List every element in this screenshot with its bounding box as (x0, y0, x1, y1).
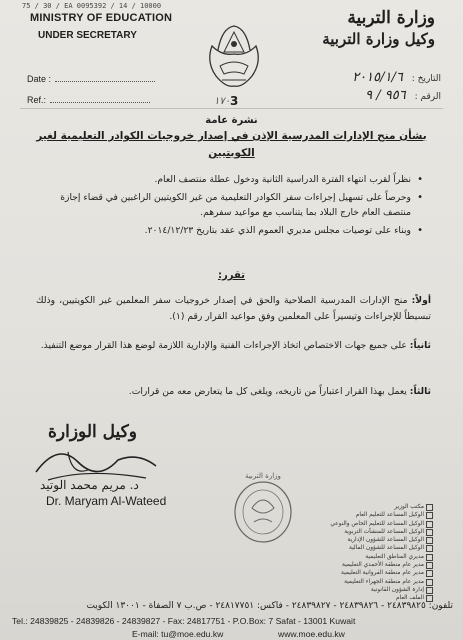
under-secretary-en: UNDER SECRETARY (38, 30, 137, 41)
signatory-name-en: Dr. Maryam Al-Wateed (46, 494, 167, 508)
cc-distribution-list (301, 503, 433, 603)
cc-item: مكتب الوزير (301, 503, 433, 511)
cc-item: مدير عام منطقة الفروانية التعليمية (301, 569, 433, 577)
signatory-name-ar: د. مريم محمد الوتيد (40, 478, 139, 492)
ref-value: ٩٥٦ / ٩ (365, 88, 406, 103)
article-2: ثانياً: على جميع جهات الاختصاص اتخاذ الإجراءات الفنية والإدارية اللازمة لوضع هذا القرار موضع التنفيذ. (40, 340, 431, 351)
preamble-item: • وحرصاً على تسهيل إجراءات سفر الكوادر التعليمية من غير الكويتيين الراغبين في قضاء إجازة منتصف العام خارج البلاد بما يتناسب مع مواعيد سفرهم. (40, 190, 423, 220)
official-seal (228, 468, 298, 548)
cc-item: مدير عام منطقة الأحمدي التعليمية (301, 561, 433, 569)
under-secretary-ar: وكيل وزارة التربية (322, 30, 435, 48)
kuwait-emblem-icon (202, 22, 266, 92)
ministry-name-ar: وزارة التربية (347, 8, 435, 28)
ref-field-ar: الرقم : ٩٥٦ / ٩ (365, 88, 441, 103)
subject-line: بشأن منح الإدارات المدرسية الإذن في إصدار خروجيات الكوادر التعليمية لغير الكويتيين (36, 130, 427, 159)
article-number: ثانياً: (409, 340, 431, 351)
circular-title: نشرة عامة (205, 115, 258, 126)
cc-item: مدير عام منطقة الجهراء التعليمية (301, 578, 433, 586)
ministry-name-en: MINISTRY OF EDUCATION (30, 12, 173, 24)
article-number: ثالثاً: (409, 386, 431, 397)
cc-item: الوكيل المساعد للتعليم الخاص والنوعي (301, 520, 433, 528)
cc-item: الوكيل المساعد للمنشآت التربوية (301, 528, 433, 536)
cc-item: مديري المناطق التعليمية (301, 553, 433, 561)
preamble-item: • نظراً لقرب انتهاء الفترة الدراسية الثانية ودخول عطلة منتصف العام. (40, 172, 423, 187)
footer-contact-en: Tel.: 24839825 - 24839826 - 24839827 - Fax: 24817751 - P.O.Box: 7 Safat - 13001 Kuwait (12, 616, 356, 626)
ref-field-en: Ref.: (27, 95, 150, 105)
footer-contact-ar: تلفون: ٢٤٨٣٩٨٢٥ - ٢٤٨٣٩٨٢٦ - ٢٤٨٣٩٨٢٧ - فاكس: ٢٤٨١٧٧٥١ - ص.ب ٧ الصفاة - ١٣٠٠١ الكويت (86, 601, 453, 611)
article-1: أولاً: منح الإدارات المدرسية الصلاحية والحق في إصدار خروجيات سفر المعلمين غير الكويتيين، وذلك تبسيطاً للإجراءات وتيسيراً على المعلمين وفق مواعيد القرار رقم (١). (36, 295, 431, 322)
seal-text: وزارة التربية (245, 472, 281, 480)
preamble-item: • وبناء على توصيات مجلس مديري العموم الذي عقد بتاريخ ٢٠١٤/١٢/٢٣. (40, 223, 423, 238)
footer-website: www.moe.edu.kw (278, 629, 345, 639)
decision-heading: تقرر: (218, 270, 245, 281)
date-value: ٢٠١٥/١/٦ (352, 70, 403, 85)
stamp-number: 3 (230, 94, 239, 108)
cc-item: الملف العام (301, 594, 433, 602)
cc-item: الوكيل المساعد للتعليم العام (301, 511, 433, 519)
signatory-title: وكيل الوزارة (48, 422, 137, 442)
footer-email: E-mail: tu@moe.edu.kw (132, 629, 224, 639)
article-3: ثالثاً: يعمل بهذا القرار اعتباراً من تاريخه، ويلغى كل ما يتعارض معه من قرارات. (128, 386, 431, 397)
document-reference-code: 75 / 30 / EA 0095392 / 14 / 10000 (22, 2, 162, 10)
article-number: أولاً: (411, 295, 431, 306)
cc-item: إدارة الشؤون القانونية (301, 586, 433, 594)
cc-item: الوكيل المساعد للشؤون المالية (301, 544, 433, 552)
date-field-ar: التاريخ : ٢٠١٥/١/٦ (352, 70, 441, 85)
date-field-en: Date : (27, 74, 155, 84)
handwritten-number: ١٧٠ (214, 96, 231, 107)
cc-item: الوكيل المساعد للشؤون الإدارية (301, 536, 433, 544)
preamble-list (40, 172, 423, 241)
header-divider (20, 108, 443, 109)
